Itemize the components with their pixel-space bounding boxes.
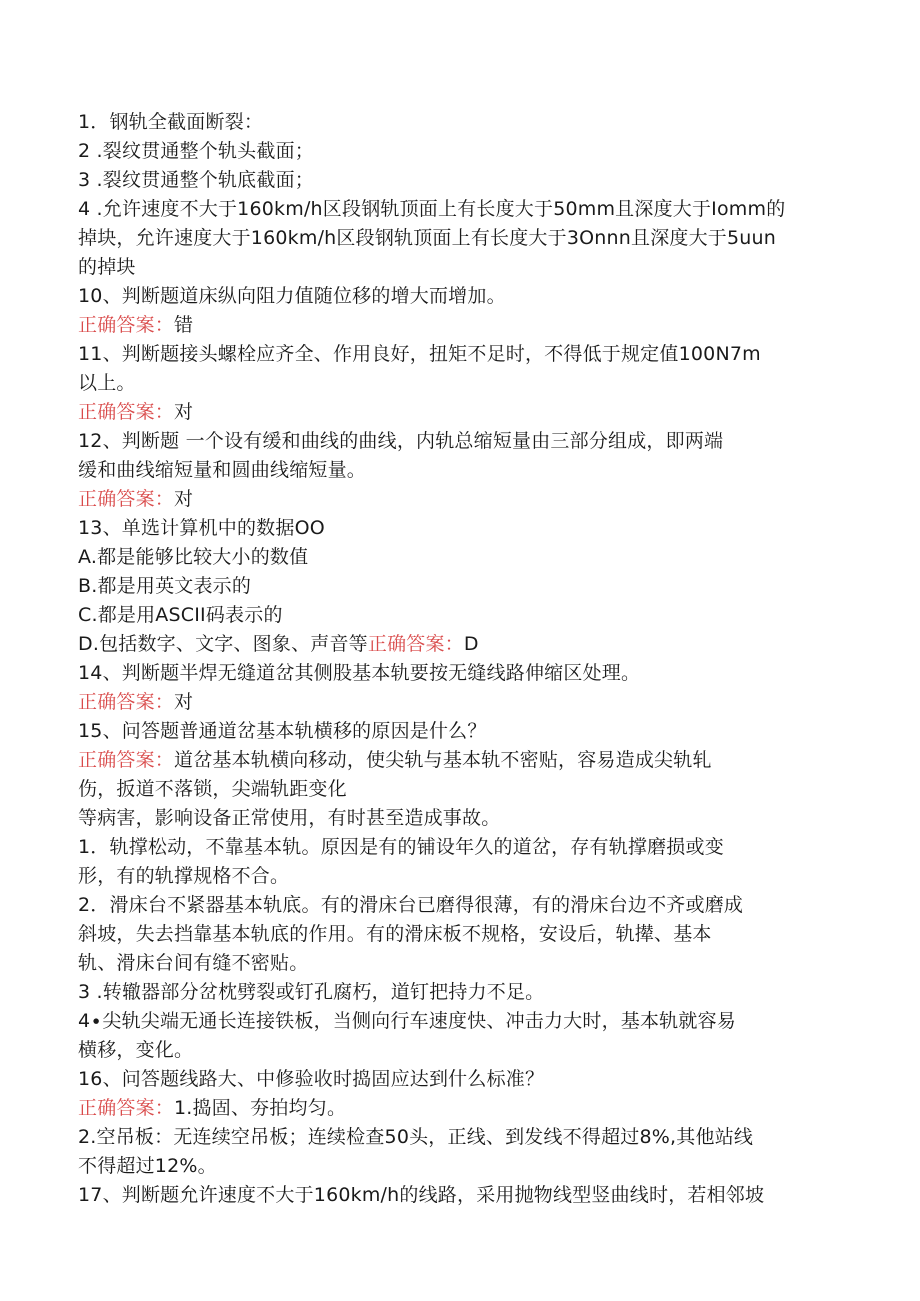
- text-line: 斜坡，失去挡靠基本轨底的作用。有的滑床板不规格，安设后，轨撵、基本: [78, 923, 712, 945]
- answer-value: 对: [174, 401, 194, 423]
- text-line: 13、单选计算机中的数据OO: [78, 517, 325, 539]
- text-line: 12、判断题 一个设有缓和曲线的曲线，内轨总缩短量由三部分组成，即两端: [78, 430, 724, 452]
- text-line: 15、问答题普通道岔基本轨横移的原因是什么？: [78, 720, 487, 742]
- text-line: 2．滑床台不紧器基本轨底。有的滑床台已磨得很薄，有的滑床台边不齐或磨成: [78, 894, 744, 916]
- answer-line: [78, 311, 848, 340]
- text-line: 14、判断题半焊无缝道岔其侧股基本轨要按无缝线路伸缩区处理。: [78, 662, 641, 684]
- answer-value: 对: [174, 488, 194, 510]
- answer-label: 正确答案：: [78, 691, 175, 713]
- answer-line: [78, 688, 848, 717]
- text-line: 不得超过12%。: [78, 1155, 217, 1177]
- text-line: 以上。: [78, 372, 136, 394]
- text-line: 16、问答题线路大、中修验收时捣固应达到什么标准？: [78, 1068, 545, 1090]
- text-line: 伤，扳道不落锁，尖端轨距变化: [78, 778, 347, 800]
- text-line: 等病害，影响设备正常使用，有时甚至造成事故。: [78, 807, 501, 829]
- text-line: 3 .裂纹贯通整个轨底截面；: [78, 169, 314, 191]
- answer-label: 正确答案：: [78, 314, 175, 336]
- answer-label: 正确答案：: [78, 488, 175, 510]
- text-line: 缓和曲线缩短量和圆曲线缩短量。: [78, 459, 367, 481]
- text-line: 的掉块: [78, 256, 136, 278]
- answer-value: 道岔基本轨横向移动，使尖轨与基本轨不密贴，容易造成尖轨轧: [174, 749, 712, 771]
- text-line: 4∙尖轨尖端无通长连接铁板，当侧向行车速度快、冲击力大时，基本轨就容易: [78, 1010, 736, 1032]
- text-line: 1．钢轨全截面断裂：: [78, 111, 264, 133]
- answer-label: 正确答案：: [78, 401, 175, 423]
- text-line: 形，有的轨撑规格不合。: [78, 865, 290, 887]
- text-line: 4 .允许速度不大于160km∕h区段钢轨顶面上有长度大于50mm且深度大于Iomm的: [78, 198, 786, 220]
- answer-label: 正确答案：: [78, 1097, 175, 1119]
- option-with-answer-line: [78, 630, 848, 659]
- answer-label: 正确答案：: [78, 749, 175, 771]
- text-line: B.都是用英文表示的: [78, 575, 252, 597]
- text-line: 横移，变化。: [78, 1039, 194, 1061]
- text-line: 掉块，允许速度大于160km∕h区段钢轨顶面上有长度大于3Onnn且深度大于5uun: [78, 227, 777, 249]
- text-line: 2 .裂纹贯通整个轨头截面；: [78, 140, 314, 162]
- answer-value: D: [463, 633, 479, 655]
- answer-line: [78, 398, 848, 427]
- answer-line: [78, 746, 848, 775]
- answer-value: 错: [174, 314, 194, 336]
- text-line: 10、判断题道床纵向阻力值随位移的增大而增加。: [78, 285, 506, 307]
- answer-value: 对: [174, 691, 194, 713]
- answer-line: [78, 485, 848, 514]
- text-line: 17、判断题允许速度不大于160km∕h的线路，采用抛物线型竖曲线时，若相邻坡: [78, 1184, 765, 1206]
- text-line: 轨、滑床台间有缝不密贴。: [78, 952, 309, 974]
- answer-value: 1.捣固、夯拍均匀。: [174, 1097, 347, 1119]
- text-line: C.都是用ASCII码表示的: [78, 604, 283, 626]
- text-line: 11、判断题接头螺栓应齐全、作用良好，扭矩不足时，不得低于规定值100N7m: [78, 343, 761, 365]
- document-body: [78, 108, 848, 1210]
- option-text: D.包括数字、文字、图象、声音等: [78, 633, 368, 655]
- text-line: 1．轨撑松动，不靠基本轨。原因是有的铺设年久的道岔，存有轨撑磨损或变: [78, 836, 724, 858]
- text-line: 2.空吊板：无连续空吊板；连续检查50头，正线、到发线不得超过8%,其他站线: [78, 1126, 754, 1148]
- text-line: A.都是能够比较大小的数值: [78, 546, 309, 568]
- answer-line: [78, 1094, 848, 1123]
- answer-label: 正确答案：: [367, 633, 464, 655]
- text-line: 3 .转辙器部分岔枕劈裂或钉孔腐朽，道钉把持力不足。: [78, 981, 545, 1003]
